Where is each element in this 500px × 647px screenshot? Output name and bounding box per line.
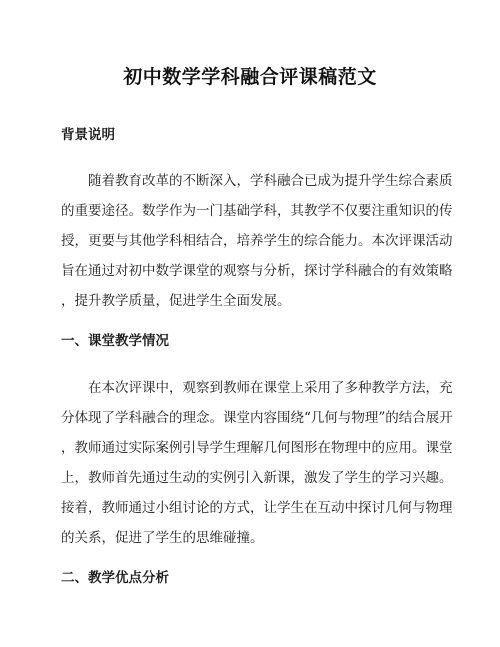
paragraph-line: ，提升教学质量，促进学生全面发展。 xyxy=(61,293,291,309)
document-title: 初中数学学科融合评课稿范文 xyxy=(123,66,377,88)
paragraph-line: 上，教师首先通过生动的实例引入新课，激发了学生的学习兴趣。 xyxy=(61,470,453,486)
section-heading-strengths: 二、教学优点分析 xyxy=(61,570,169,586)
paragraph-line: 旨在通过对初中数学课堂的观察与分析，探讨学科融合的有效策略 xyxy=(61,263,453,279)
section-heading-classroom: 一、课堂教学情况 xyxy=(61,333,169,349)
paragraph-line: 的关系，促进了学生的思维碰撞。 xyxy=(61,530,264,546)
paragraph-line: 的重要途径。数学作为一门基础学科，其教学不仅要注重知识的传 xyxy=(61,203,453,219)
paragraph-line: 接着，教师通过小组讨论的方式，让学生在互动中探讨几何与物理 xyxy=(61,500,453,516)
paragraph-line: 在本次评课中，观察到教师在课堂上采用了多种教学方法，充 xyxy=(88,380,453,396)
paragraph-line: 授，更要与其他学科相结合，培养学生的综合能力。本次评课活动 xyxy=(61,233,453,249)
paragraph-line: ，教师通过实际案例引导学生理解几何图形在物理中的应用。课堂 xyxy=(61,440,453,456)
paragraph-line: 随着教育改革的不断深入，学科融合已成为提升学生综合素质 xyxy=(88,173,453,189)
section-heading-background: 背景说明 xyxy=(61,127,115,143)
paragraph-classroom xyxy=(61,373,453,553)
paragraph-background xyxy=(61,166,453,316)
paragraph-line: 分体现了学科融合的理念。课堂内容围绕“几何与物理”的结合展开 xyxy=(61,410,453,426)
